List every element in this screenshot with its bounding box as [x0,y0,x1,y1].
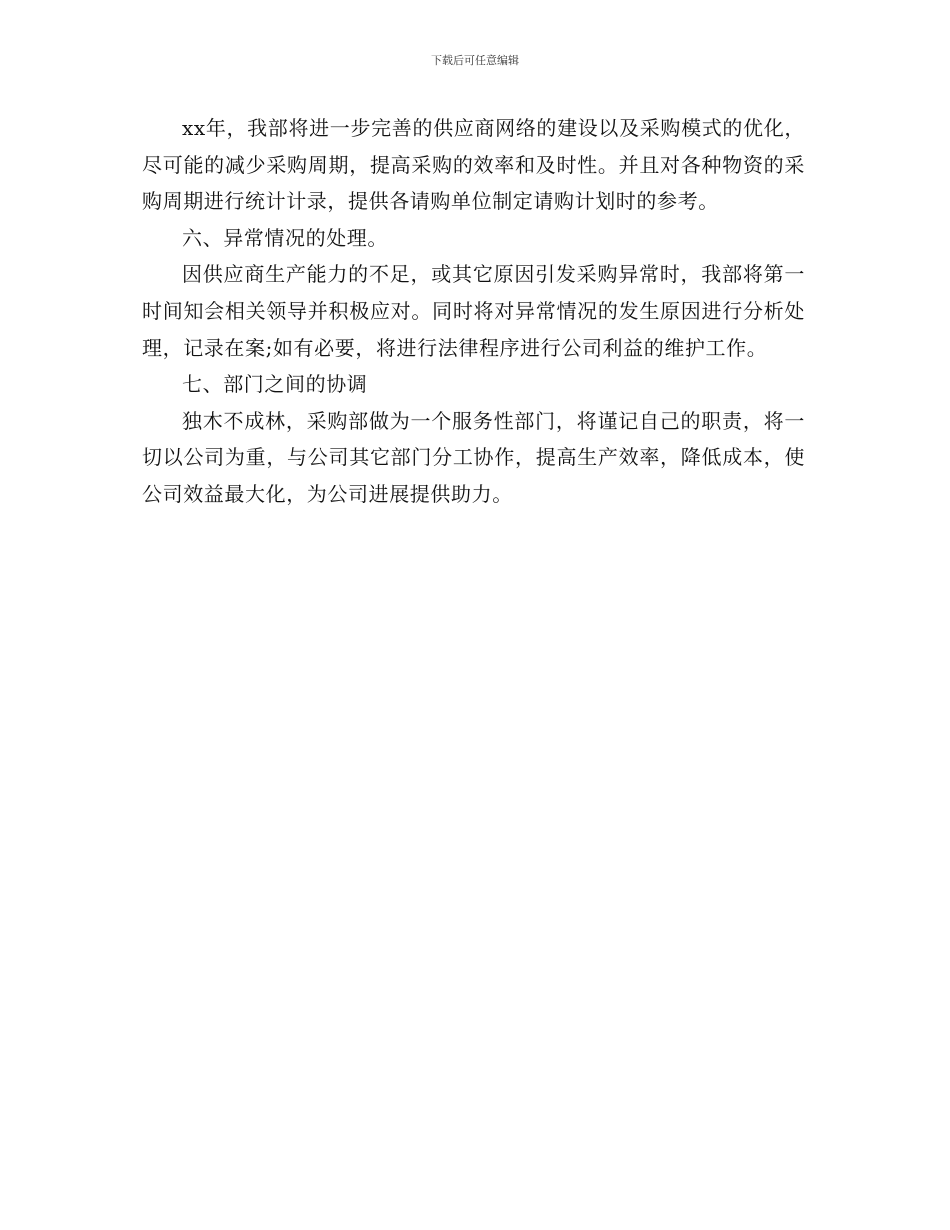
page-header: 下载后可任意编辑 [431,54,519,67]
section-heading-department-coordination: 七、部门之间的协调 [182,372,368,397]
paragraph-department-coordination: 独木不成林，采购部做为一个服务性部门，将谨记自己的职责，将一切以公司为重，与公司其它部门分工协作，提高生产效率，降低成本，使公司效益最大化，为公司进展提供助力。 [142,408,805,506]
paragraph-procurement-optimization: xx年，我部将进一步完善的供应商网络的建设以及采购模式的优化，尽可能的减少采购周期，提高采购的效率和及时性。并且对各种物资的采购周期进行统计计录，提供各请购单位制定请购计划时的参考。 [142,116,805,214]
paragraph-exception-handling: 因供应商生产能力的不足，或其它原因引发采购异常时，我部将第一时间知会相关领导并积极应对。同时将对异常情况的发生原因进行分析处理，记录在案;如有必要，将进行法律程序进行公司利益的维护工作。 [142,262,805,360]
document-body [142,110,805,513]
section-heading-exception-handling: 六、异常情况的处理。 [182,225,388,250]
